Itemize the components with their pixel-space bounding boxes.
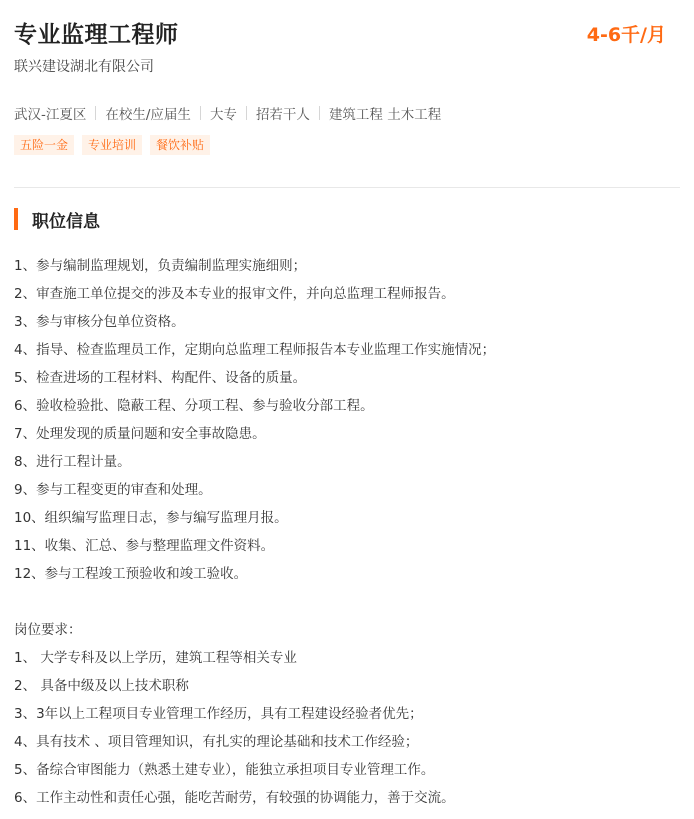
meta-divider bbox=[319, 106, 320, 120]
duty-item: 8、进行工程计量。 bbox=[14, 454, 131, 470]
welfare-tag: 五险一金 bbox=[14, 135, 74, 155]
duty-item: 5、检查进场的工程材料、构配件、设备的质量。 bbox=[14, 370, 307, 386]
duty-item: 7、处理发现的质量问题和安全事故隐患。 bbox=[14, 426, 266, 442]
requirement-item: 4、具有技术 、项目管理知识，有扎实的理论基础和技术工作经验； bbox=[14, 734, 419, 750]
welfare-tags bbox=[14, 135, 210, 155]
meta-divider bbox=[200, 106, 201, 120]
requirement-item: 3、3年以上工程项目专业管理工作经历，具有工程建设经验者优先； bbox=[14, 706, 423, 722]
duty-item: 2、审查施工单位提交的涉及本专业的报审文件，并向总监理工程师报告。 bbox=[14, 286, 455, 302]
requirement-item: 6、工作主动性和责任心强，能吃苦耐劳，有较强的协调能力，善于交流。 bbox=[14, 790, 455, 806]
requirement-item: 2、 具备中级及以上技术职称 bbox=[14, 678, 189, 694]
job-title: 专业监理工程师 bbox=[14, 22, 179, 48]
requirement-item: 1、 大学专科及以上学历，建筑工程等相关专业 bbox=[14, 650, 297, 666]
meta-divider bbox=[95, 106, 96, 120]
requirements-heading: 岗位要求： bbox=[14, 622, 82, 638]
duty-item: 1、参与编制监理规划，负责编制监理实施细则； bbox=[14, 258, 307, 274]
meta-divider bbox=[246, 106, 247, 120]
company-name[interactable]: 联兴建设湖北有限公司 bbox=[14, 59, 154, 75]
meta-education: 大专 bbox=[209, 107, 237, 123]
job-header bbox=[14, 0, 680, 188]
meta-experience: 在校生/应届生 bbox=[105, 107, 191, 123]
section-header bbox=[14, 207, 100, 231]
duty-item: 9、参与工程变更的审查和处理。 bbox=[14, 482, 212, 498]
section-title: 职位信息 bbox=[32, 211, 100, 232]
duty-item: 11、收集、汇总、参与整理监理文件资料。 bbox=[14, 538, 275, 554]
duty-item: 4、指导、检查监理员工作，定期向总监理工程师报告本专业监理工作实施情况； bbox=[14, 342, 496, 358]
duty-item: 3、参与审核分包单位资格。 bbox=[14, 314, 185, 330]
meta-category: 建筑工程 土木工程 bbox=[328, 107, 442, 123]
requirement-item: 5、备综合审图能力（熟悉土建专业），能独立承担项目专业管理工作。 bbox=[14, 762, 435, 778]
job-meta bbox=[14, 103, 441, 123]
duty-item: 10、组织编写监理日志，参与编写监理月报。 bbox=[14, 510, 288, 526]
duty-item: 6、验收检验批、隐蔽工程、分项工程、参与验收分部工程。 bbox=[14, 398, 374, 414]
welfare-tag: 餐饮补贴 bbox=[150, 135, 210, 155]
salary-range: 4-6千/月 bbox=[586, 24, 666, 46]
duty-item: 12、参与工程竣工预验收和竣工验收。 bbox=[14, 566, 248, 582]
paragraph-gap bbox=[14, 588, 684, 616]
welfare-tag: 专业培训 bbox=[82, 135, 142, 155]
meta-location: 武汉-江夏区 bbox=[14, 107, 87, 123]
section-accent-bar bbox=[14, 208, 18, 230]
job-description bbox=[14, 252, 684, 812]
meta-headcount: 招若干人 bbox=[255, 107, 310, 123]
